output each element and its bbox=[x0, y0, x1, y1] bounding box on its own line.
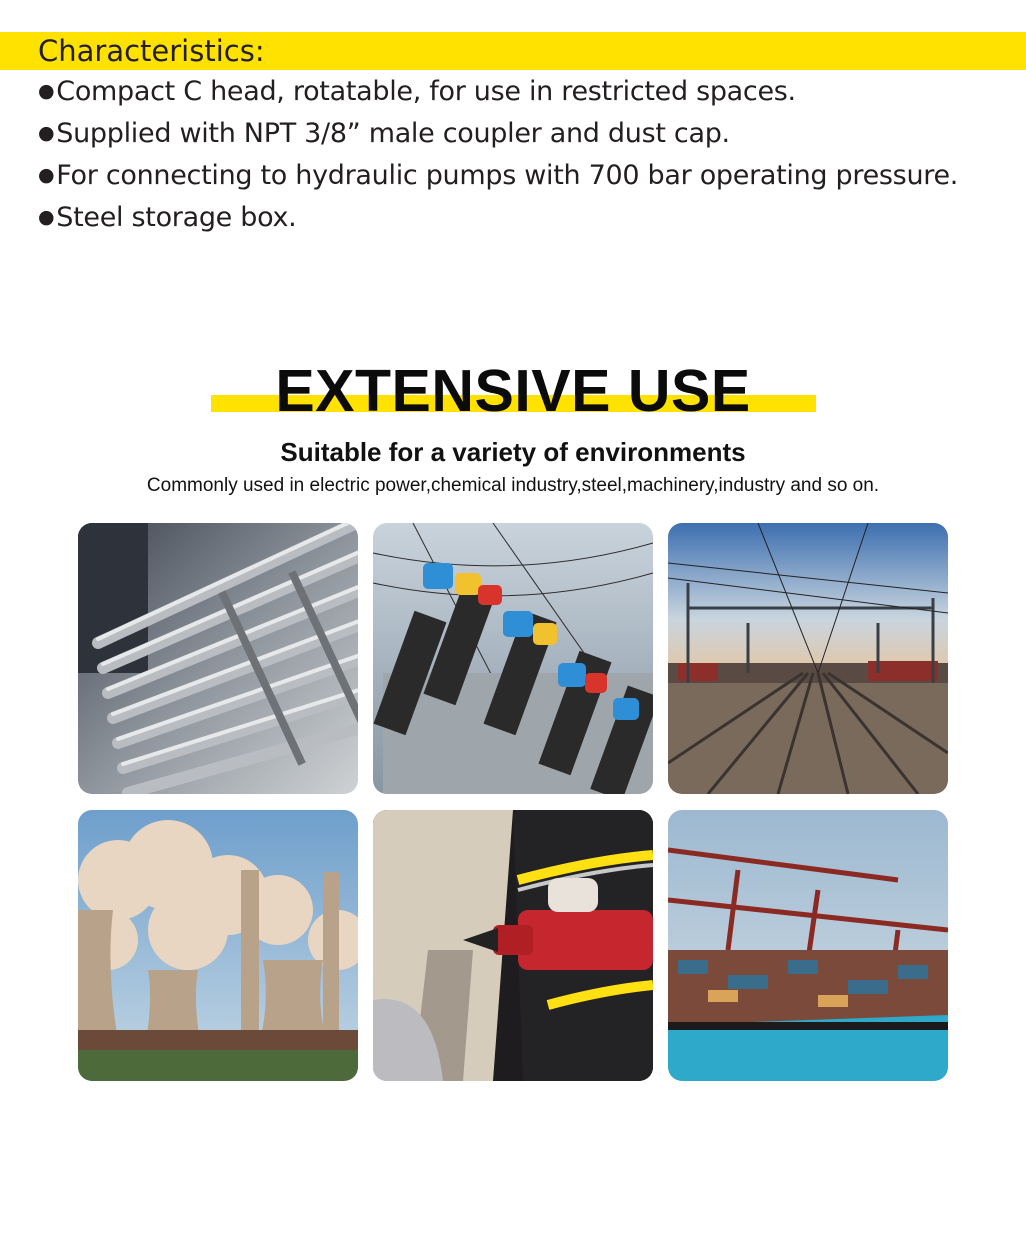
photo-rescue-cutter bbox=[373, 810, 653, 1081]
extensive-use-subtitle: Suitable for a variety of environments bbox=[280, 437, 746, 467]
characteristics-item: ● Supplied with NPT 3/8” male coupler and dust cap. bbox=[38, 114, 958, 156]
extensive-use-title: EXTENSIVE USE bbox=[275, 358, 751, 424]
photo-power-insulators bbox=[373, 523, 653, 794]
photo-railway-tracks bbox=[668, 523, 948, 794]
characteristics-item: ● Compact C head, rotatable, for use in restricted spaces. bbox=[38, 72, 958, 114]
characteristics-item: ● Steel storage box. bbox=[38, 198, 958, 240]
characteristics-title: Characteristics: bbox=[38, 34, 265, 68]
extensive-use-description: Commonly used in electric power,chemical industry,steel,machinery,industry and so on. bbox=[146, 475, 880, 496]
characteristics-list bbox=[38, 72, 958, 240]
photo-power-plant bbox=[78, 810, 358, 1081]
characteristics-item: ● For connecting to hydraulic pumps with 700 bar operating pressure. bbox=[38, 156, 958, 198]
photo-industrial-pipes bbox=[78, 523, 358, 794]
photo-port-cranes bbox=[668, 810, 948, 1081]
